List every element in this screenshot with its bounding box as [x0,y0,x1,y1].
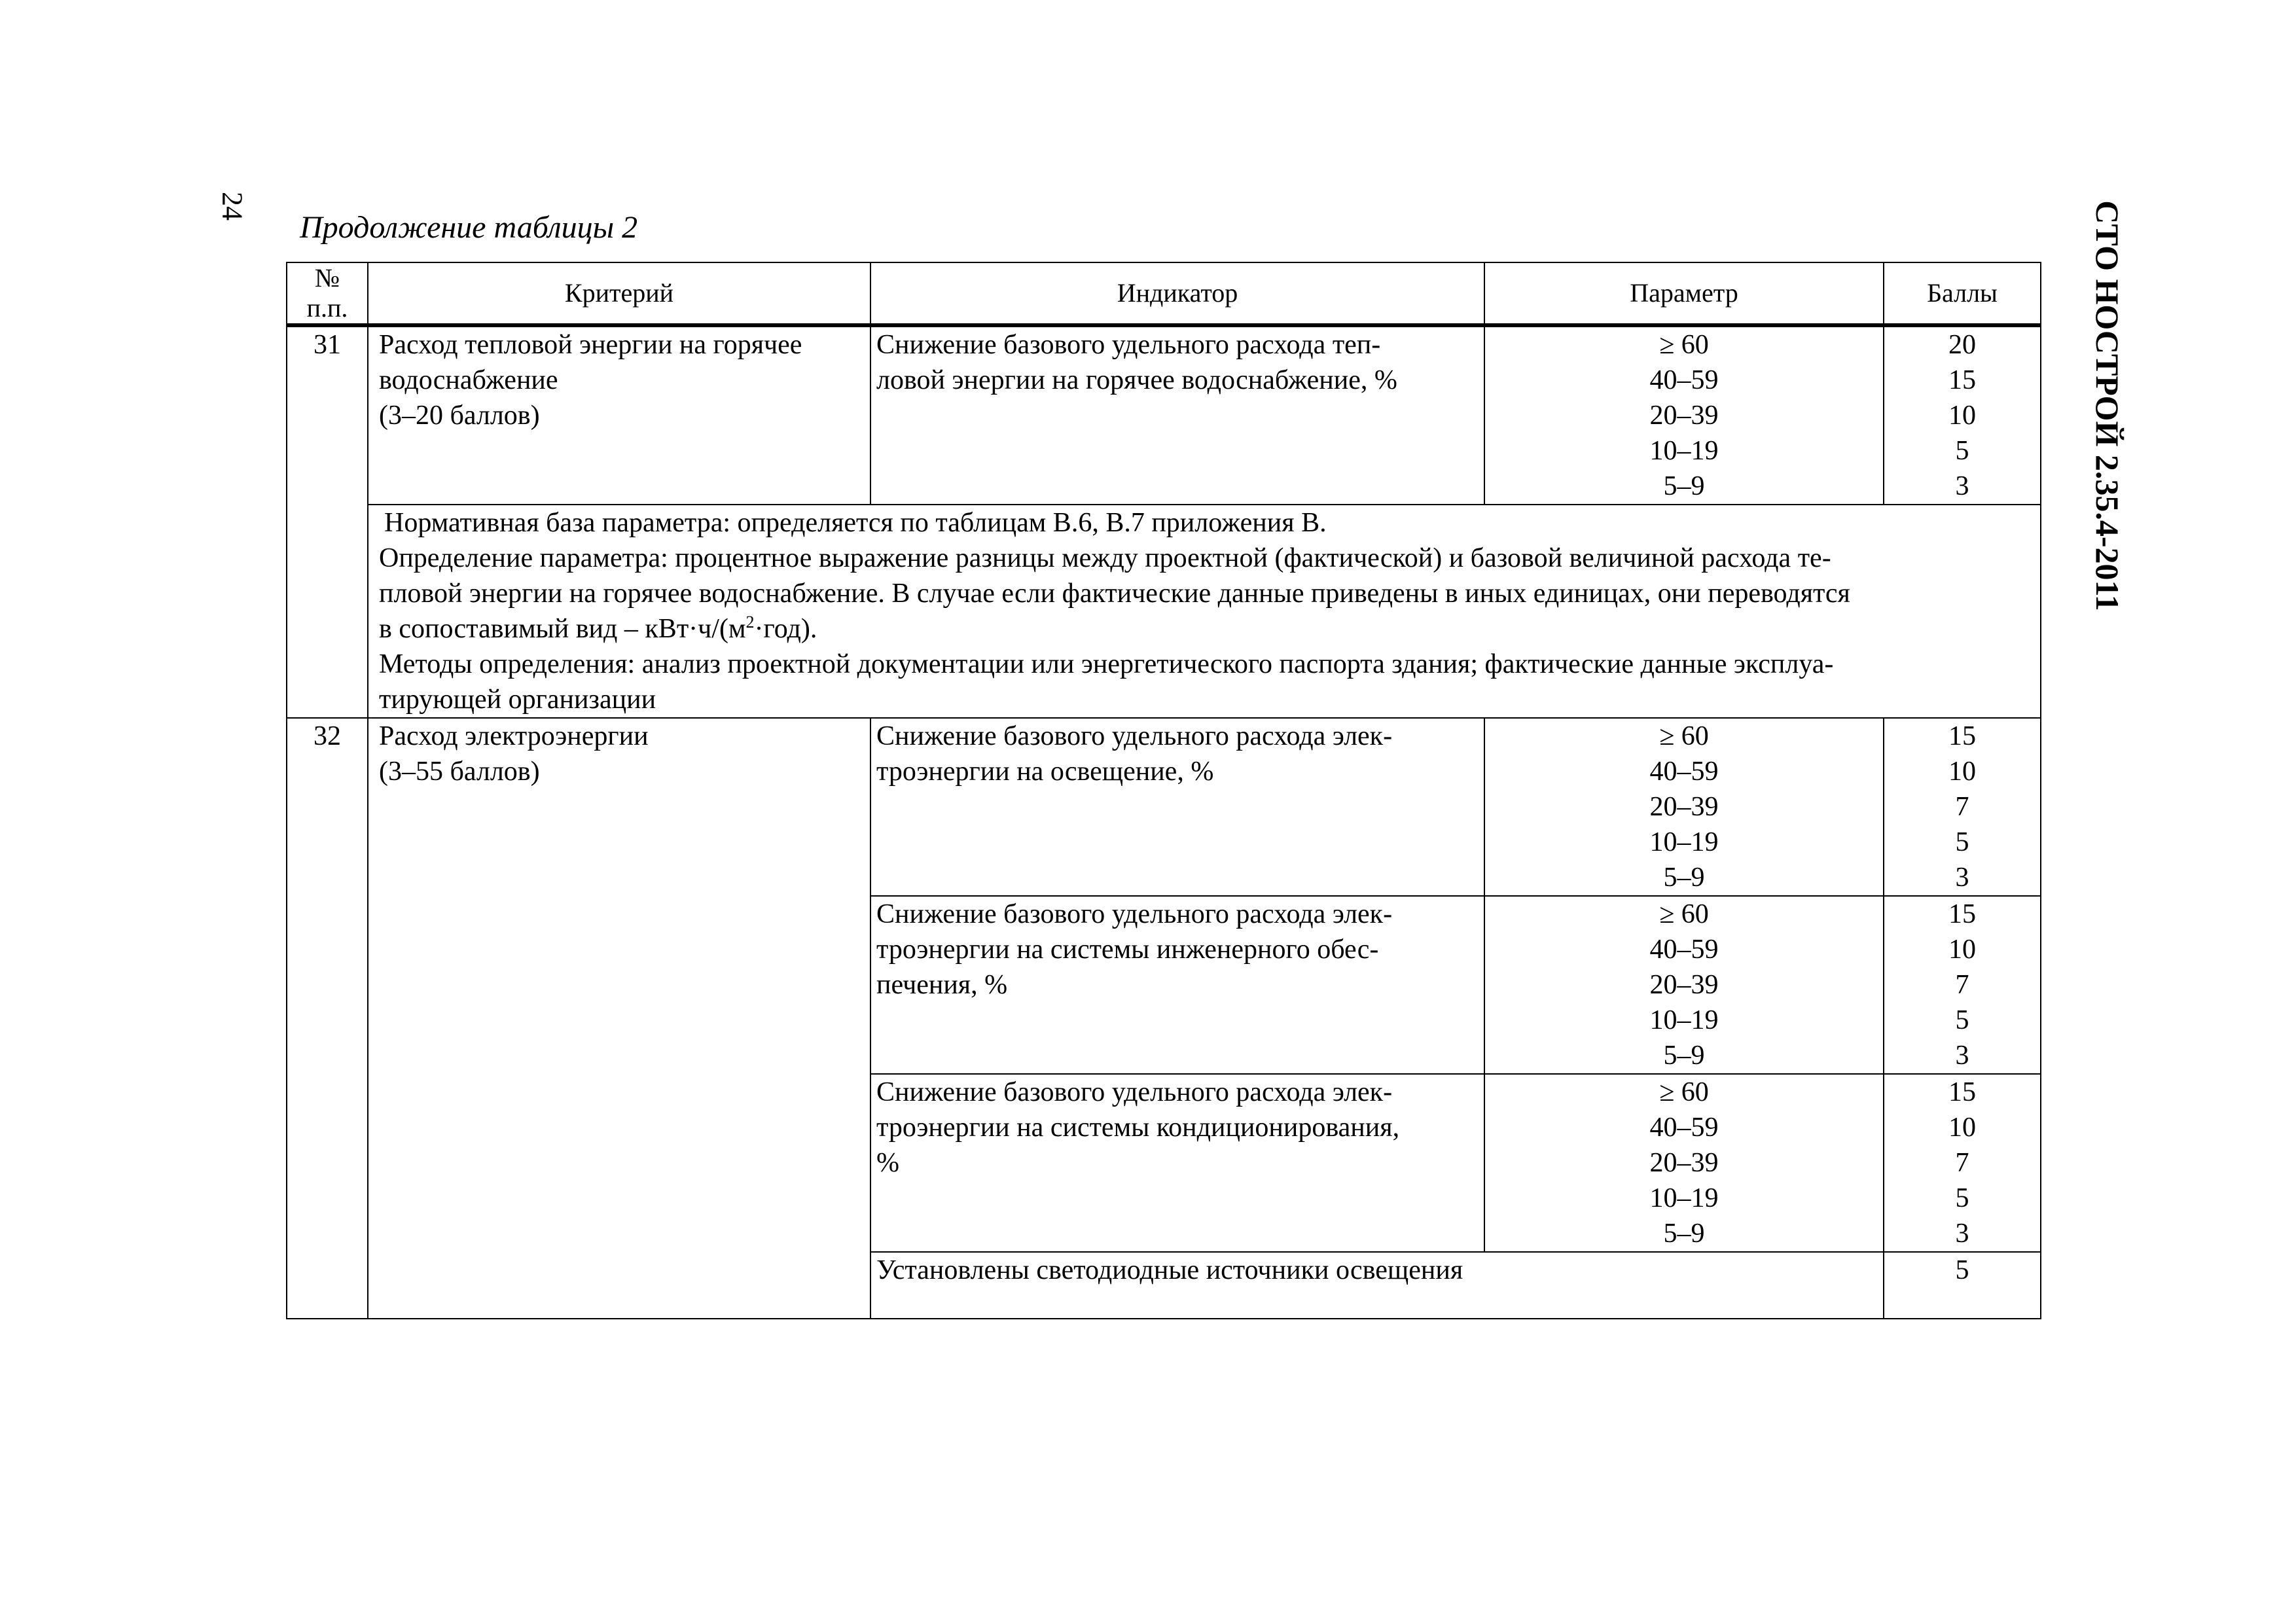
criterion-cell: Расход электроэнергии (3–55 баллов) [368,718,870,1319]
col-header-indicator: Индикатор [870,262,1484,325]
indicator-cell: Снижение базового удельного расхода элек- троэнергии на системы кондиционирования, % [870,1074,1484,1252]
indicator-cell: Снижение базового удельного расхода элек- троэнергии на освещение, % [870,718,1484,896]
parameter-cell: ≥ 60 40–59 20–39 10–19 5–9 [1484,1074,1884,1252]
note-row [287,505,2041,718]
points-cell: 20 15 10 5 3 [1884,325,2041,505]
col-header-parameter: Параметр [1484,262,1884,325]
table-caption: Продолжение таблицы 2 [300,210,638,245]
page-number: 24 [216,192,249,221]
row-number: 32 [287,718,368,1319]
row-number: 31 [287,325,368,718]
parameter-cell: ≥ 60 40–59 20–39 10–19 5–9 [1484,896,1884,1074]
note-definition: Определение параметра: процентное выражение разницы между проектной (фактической) и базовой величиной расхода те- пловой энергии на горячее водоснабжение. В случае если фактические данные приведены в иных единицах, они переводятся в сопоставимый вид – $кВт\cdot ч/(м^2\cdot год)$. [379,543,1850,644]
points-cell: 15 10 7 5 3 [1884,896,2041,1074]
criterion-cell: Расход тепловой энергии на горячее водоснабжение (3–20 баллов) [368,325,870,505]
table-header-row [287,262,2041,325]
table-row [287,325,2041,505]
table-row [287,718,2041,896]
extra-indicator-cell: Установлены светодиодные источники освещения [870,1252,1884,1319]
standard-code: СТО НОСТРОЙ 2.35.4-2011 [2089,200,2126,611]
parameter-cell: ≥ 60 40–59 20–39 10–19 5–9 [1484,718,1884,896]
note-methods: Методы определения: анализ проектной документации или энергетического паспорта здания; фактические данные эксплуа- тирующей организации [379,649,1834,715]
points-cell: 15 10 7 5 3 [1884,1074,2041,1252]
parameter-cell: ≥ 60 40–59 20–39 10–19 5–9 [1484,325,1884,505]
points-cell: 15 10 7 5 3 [1884,718,2041,896]
col-header-criterion: Критерий [368,262,870,325]
indicator-cell: Снижение базового удельного расхода элек- троэнергии на системы инженерного обес- печения, % [870,896,1484,1074]
extra-points-cell: 5 [1884,1252,2041,1319]
note-cell [368,505,2041,718]
col-header-points: Баллы [1884,262,2041,325]
note-base: Нормативная база параметра: определяется по таблицам В.6, В.7 приложения В. [384,508,1327,538]
indicator-cell: Снижение базового удельного расхода теп- ловой энергии на горячее водоснабжение, % [870,325,1484,505]
col-header-num: № п.п. [287,262,368,325]
criteria-table [286,262,2041,1319]
